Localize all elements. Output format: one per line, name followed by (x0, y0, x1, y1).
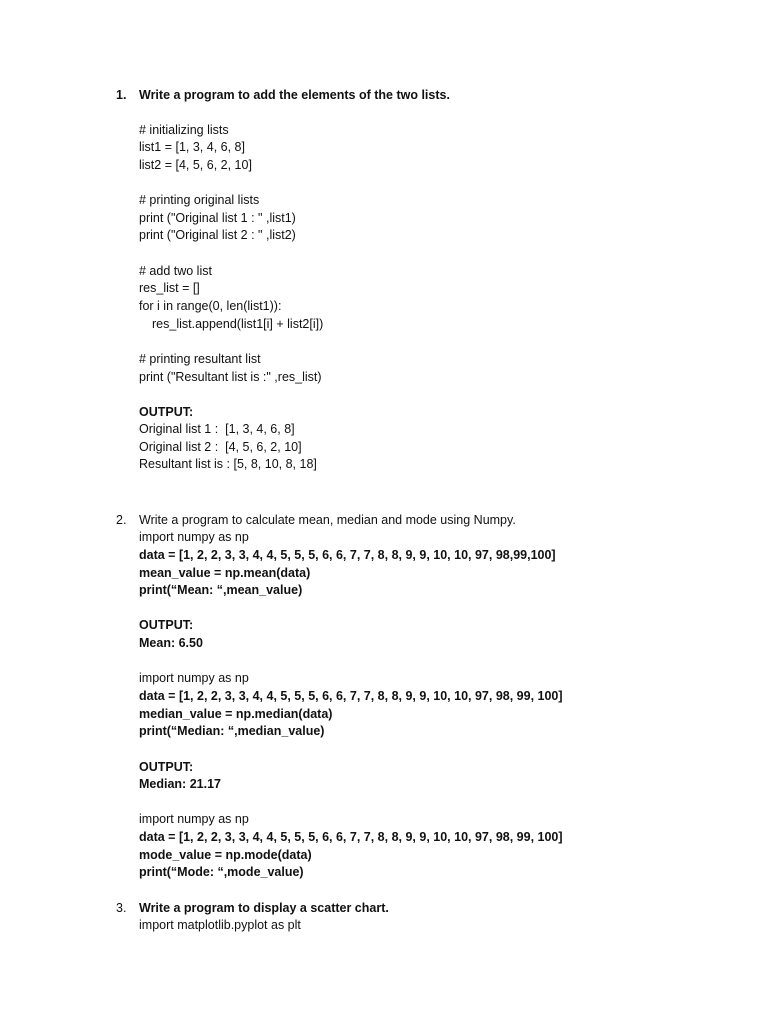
code-line: print ("Original list 2 : " ,list2) (139, 228, 296, 242)
code-line: mode_value = np.mode(data) (139, 848, 312, 862)
output-line: Median: 21.17 (139, 777, 221, 791)
code-line: data = [1, 2, 2, 3, 3, 4, 4, 5, 5, 5, 6, 6, 7, 7, 8, 8, 9, 9, 10, 10, 97, 98,99,100] (139, 548, 556, 562)
code-line: print(“Mode: “,mode_value) (139, 865, 304, 879)
code-line: mean_value = np.mean(data) (139, 566, 311, 580)
output-line: Original list 1 : [1, 3, 4, 6, 8] (139, 422, 295, 436)
code-line: import numpy as np (139, 812, 249, 826)
output-label: OUTPUT: (139, 618, 194, 632)
code-line: print ("Original list 1 : " ,list1) (139, 211, 296, 225)
code-line: import numpy as np (139, 530, 249, 544)
code-line: # initializing lists (139, 123, 229, 137)
code-line: res_list = [] (139, 281, 200, 295)
q1-title: Write a program to add the elements of the two lists. (139, 88, 450, 102)
output-label: OUTPUT: (139, 760, 194, 774)
output-line: Original list 2 : [4, 5, 6, 2, 10] (139, 440, 302, 454)
code-line: print ("Resultant list is :" ,res_list) (139, 370, 322, 384)
code-line: list1 = [1, 3, 4, 6, 8] (139, 140, 245, 154)
code-line: data = [1, 2, 2, 3, 3, 4, 4, 5, 5, 5, 6, 6, 7, 7, 8, 8, 9, 9, 10, 10, 97, 98, 99, 100] (139, 689, 563, 703)
q3-title: Write a program to display a scatter chart. (139, 901, 389, 915)
output-line: Mean: 6.50 (139, 636, 203, 650)
code-line: print(“Mean: “,mean_value) (139, 583, 303, 597)
output-label: OUTPUT: (139, 405, 194, 419)
code-line: # printing resultant list (139, 352, 261, 366)
code-line: # add two list (139, 264, 212, 278)
code-line: for i in range(0, len(list1)): (139, 299, 282, 313)
code-line: list2 = [4, 5, 6, 2, 10] (139, 158, 252, 172)
code-line: import matplotlib.pyplot as plt (139, 918, 301, 932)
q1-number: 1. (116, 88, 127, 102)
code-line: median_value = np.median(data) (139, 707, 333, 721)
code-line: import numpy as np (139, 671, 249, 685)
q3-number: 3. (116, 901, 127, 915)
code-line: print(“Median: “,median_value) (139, 724, 325, 738)
output-line: Resultant list is : [5, 8, 10, 8, 18] (139, 457, 317, 471)
code-line: res_list.append(list1[i] + list2[i]) (152, 317, 324, 331)
code-line: # printing original lists (139, 193, 260, 207)
q2-number: 2. (116, 513, 127, 527)
code-line: data = [1, 2, 2, 3, 3, 4, 4, 5, 5, 5, 6, 6, 7, 7, 8, 8, 9, 9, 10, 10, 97, 98, 99, 100] (139, 830, 563, 844)
q2-title: Write a program to calculate mean, median and mode using Numpy. (139, 513, 516, 527)
